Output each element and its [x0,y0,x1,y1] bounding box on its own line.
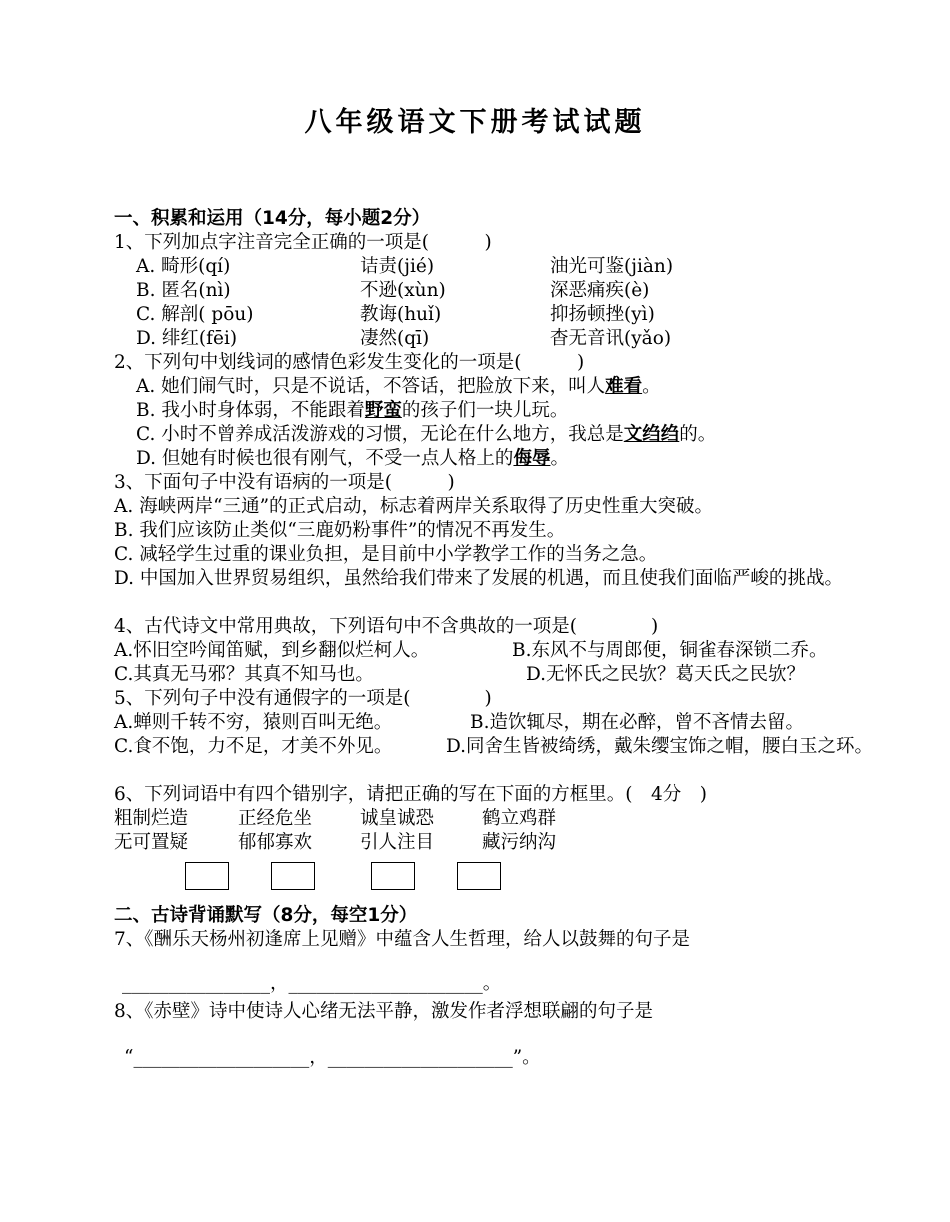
answer-box-2[interactable] [271,862,315,890]
q5-option-b: B.造饮辄尽，期在必醉，曾不吝情去留。 [470,712,804,733]
section1-heading: 一、积累和运用（14分，每小题2分） [114,208,431,229]
page-title: 八年级语文下册考试试题 [304,107,646,138]
q3-option-d: D. 中国加入世界贸易组织，虽然给我们带来了发展的机遇，而且使我们面临严峻的挑战。 [114,568,843,589]
q1-b-3: 深恶痛疾(è) [550,280,650,301]
q6-word-5: 无可置疑 [114,832,189,853]
q6-word-4: 鹤立鸡群 [482,808,557,829]
q6-word-8: 藏污纳沟 [482,832,557,853]
q8-stem: 8、《赤壁》诗中使诗人心绪无法平静，激发作者浮想联翩的句子是 [114,1001,654,1022]
q1-c-3: 抑扬顿挫(yì) [550,304,655,325]
q5-stem: 5、下列句子中没有通假字的一项是( ) [114,688,492,709]
q2-d-underlined: 侮辱 [513,448,551,469]
q6-word-1: 粗制烂造 [114,808,189,829]
q6-word-7: 引人注目 [360,832,435,853]
q2-c-underlined: 文绉绉 [623,424,680,445]
q5-option-d: D.同舍生皆被绮绣，戴朱缨宝饰之帽，腰白玉之环。 [446,736,874,757]
q1-c-1: C. 解剖( pōu) [136,304,254,325]
q2-b-text: B. 我小时身体弱，不能跟着 [136,400,365,421]
q2-option-c [136,423,716,447]
q1-a-2: 诘责(jié) [360,256,435,277]
q4-option-a: A.怀旧空吟闻笛赋，到乡翻似烂柯人。 [114,640,430,661]
q2-a-text: A. 她们闹气时，只是不说话，不答话，把脸放下来，叫人 [136,376,606,397]
q2-a-end: 。 [642,376,661,397]
q2-d-text: D. 但她有时候也很有刚气，不受一点人格上的 [136,448,514,469]
q5-option-c: C.食不饱，力不足，才美不外见。 [114,736,393,757]
q7-stem: 7、《酬乐天杨州初逢席上见赠》中蕴含人生哲理，给人以鼓舞的句子是 [114,929,691,950]
q3-stem: 3、下面句子中没有语病的一项是( ) [114,472,455,493]
q1-b-2: 不逊(xùn) [360,280,446,301]
q2-b-underlined: 野蛮 [364,400,402,421]
q2-c-text: C. 小时不曾养成活泼游戏的习惯，无论在什么地方，我总是 [136,424,624,445]
q4-option-d: D.无怀氏之民欤？葛天氏之民欤？ [526,664,806,685]
q6-word-3: 诚皇诚恐 [360,808,435,829]
answer-box-1[interactable] [185,862,229,890]
q5-option-a: A.蝉则千转不穷，猿则百叫无绝。 [114,712,393,733]
q2-option-b [136,399,568,423]
q4-stem: 4、古代诗文中常用典故，下列语句中不含典故的一项是( ) [114,616,659,637]
q2-c-end: 的。 [679,424,717,445]
answer-box-3[interactable] [371,862,415,890]
answer-box-4[interactable] [457,862,501,890]
q3-option-a: A. 海峡两岸“三通”的正式启动，标志着两岸关系取得了历史性重大突破。 [114,496,714,517]
q1-d-1: D. 绯红(fēi) [136,328,238,349]
q1-a-3: 油光可鉴(jiàn) [550,256,674,277]
q6-stem: 6、下列词语中有四个错别字，请把正确的写在下面的方框里。( 4分 ) [114,784,707,805]
q1-d-3: 杳无音讯(yǎo) [550,328,672,349]
q1-a-1: A. 畸形(qí) [136,256,231,277]
q1-c-2: 教诲(huǐ) [360,304,442,325]
q1-b-1: B. 匿名(nì) [136,280,231,301]
q2-d-end: 。 [550,448,569,469]
q3-option-b: B. 我们应该防止类似“三鹿奶粉事件”的情况不再发生。 [114,520,566,541]
q7-answer-blank[interactable]: ________________，_____________________。 [122,973,502,994]
q6-word-6: 郁郁寡欢 [238,832,313,853]
q4-option-b: B.东风不与周郎便，铜雀春深锁二乔。 [512,640,828,661]
q4-option-c: C.其真无马邪？其真不知马也。 [114,664,374,685]
q2-a-underlined: 难看 [605,376,643,397]
q6-word-2: 正经危坐 [238,808,313,829]
q2-b-end: 的孩子们一块儿玩。 [401,400,569,421]
q2-option-a [136,375,661,399]
section2-heading: 二、古诗背诵默写（8分，每空1分） [114,905,418,926]
q1-stem: 1、下列加点字注音完全正确的一项是( ) [114,232,492,253]
q8-answer-blank[interactable]: “___________________，____________________”。 [124,1047,541,1068]
q2-option-d [136,447,569,471]
q3-option-c: C. 减轻学生过重的课业负担，是目前中小学教学工作的当务之急。 [114,544,658,565]
q1-d-2: 凄然(qī) [360,328,430,349]
q2-stem: 2、下列句中划线词的感情色彩发生变化的一项是( ) [114,352,585,373]
